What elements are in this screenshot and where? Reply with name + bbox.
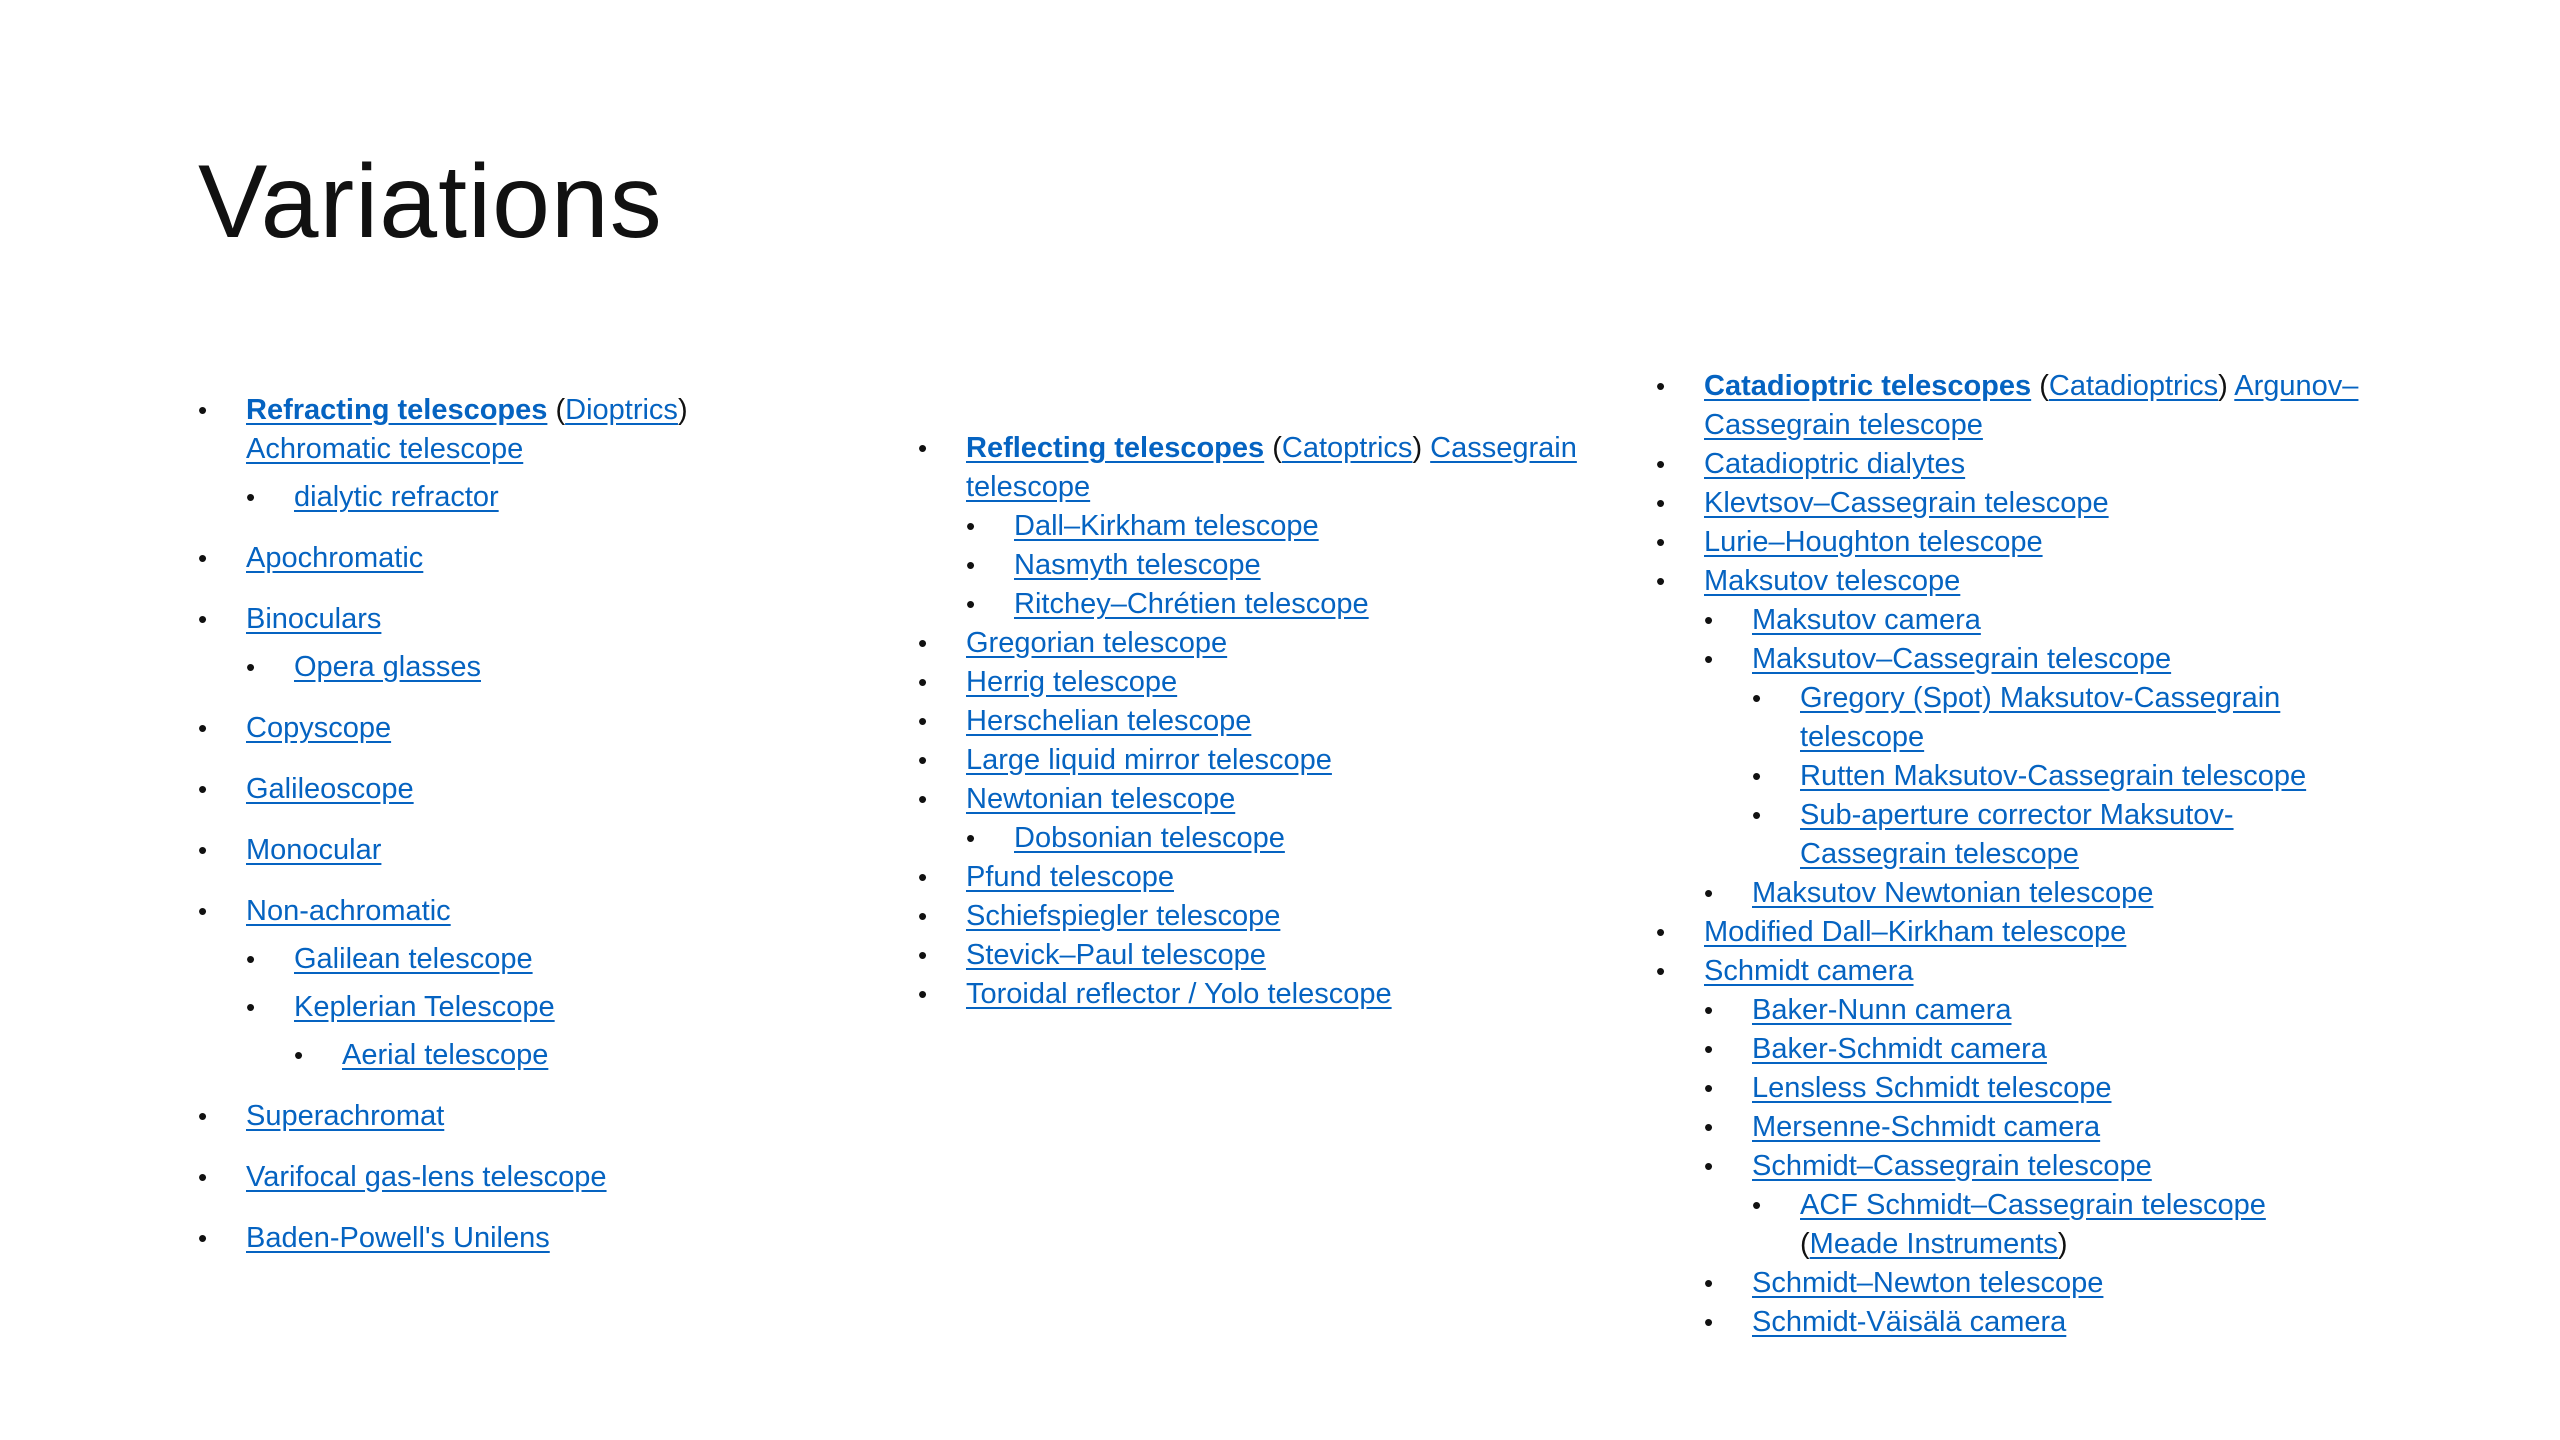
sub-aperture-link-cont[interactable]: Cassegrain telescope [1800,838,2079,870]
stevick-paul-link[interactable]: Stevick–Paul telescope [966,939,1266,971]
maksutov-cassegrain-link[interactable]: Maksutov–Cassegrain telescope [1752,643,2172,675]
meade-instruments-link[interactable]: Meade Instruments [1809,1228,2058,1260]
aerial-telescope-link[interactable]: Aerial telescope [342,1039,549,1071]
list-item [1704,1303,2436,1342]
list-item [1704,601,2436,640]
list-item [966,819,1578,858]
reflecting-list [918,429,1578,1014]
sublist [966,819,1578,858]
reflecting-column [918,429,1578,1014]
paren-close: ) [1412,432,1423,464]
sublist [246,478,838,517]
list-item [1656,367,2436,445]
list-item [1704,1108,2436,1147]
list-item [1656,562,2436,913]
sublist [294,1036,838,1075]
list-item [1704,1030,2436,1069]
paren-open: ( [1272,432,1282,464]
paren-open: ( [2039,370,2049,402]
ritchey-chretien-link[interactable]: Ritchey–Chrétien telescope [1014,588,1369,620]
binoculars-link[interactable]: Binoculars [246,603,382,635]
gregorian-link[interactable]: Gregorian telescope [966,627,1228,659]
paren-open: ( [1800,1228,1810,1260]
sublist [966,507,1578,624]
schmidt-newton-link[interactable]: Schmidt–Newton telescope [1752,1267,2104,1299]
list-item [198,892,838,1075]
sublist [1704,601,2436,913]
monocular-link[interactable]: Monocular [246,834,382,866]
list-item [198,770,838,809]
sublist [1752,679,2436,874]
argunov-link[interactable]: Argunov– [2234,370,2359,402]
opera-glasses-link[interactable]: Opera glasses [294,651,481,683]
paren-close: ) [2218,370,2228,402]
list-item [1656,952,2436,1342]
maksutov-newtonian-link[interactable]: Maksutov Newtonian telescope [1752,877,2154,909]
gregory-spot-link-cont[interactable]: telescope [1800,721,1925,753]
list-item [1704,991,2436,1030]
catoptrics-link[interactable]: Catoptrics [1281,432,1413,464]
sub-aperture-link[interactable]: Sub-aperture corrector Maksutov- [1800,799,2234,831]
list-item [1704,640,2436,874]
herschelian-link[interactable]: Herschelian telescope [966,705,1252,737]
catadioptric-dialytes-link[interactable]: Catadioptric dialytes [1704,448,1966,480]
list-item [966,585,1578,624]
herrig-link[interactable]: Herrig telescope [966,666,1178,698]
modified-dall-kirkham-link[interactable]: Modified Dall–Kirkham telescope [1704,916,2127,948]
catadioptric-column [1656,367,2436,1342]
list-item [246,988,838,1075]
list-item [1752,1186,2436,1264]
list-item [966,507,1578,546]
schiefspiegler-link[interactable]: Schiefspiegler telescope [966,900,1281,932]
sublist [1704,991,2436,1342]
list-item [918,858,1578,897]
list-item [918,429,1578,624]
apochromatic-link[interactable]: Apochromatic [246,542,424,574]
paren-close: ) [677,394,688,426]
list-item [1656,484,2436,523]
list-item [294,1036,838,1075]
lurie-houghton-link[interactable]: Lurie–Houghton telescope [1704,526,2043,558]
list-item [198,831,838,870]
slide-title: Variations [198,144,663,260]
list-item [918,702,1578,741]
list-item [1704,1147,2436,1264]
list-item [198,1158,838,1197]
paren-close: ) [2057,1228,2068,1260]
list-item [198,709,838,748]
acf-schmidt-cassegrain-link[interactable]: ACF Schmidt–Cassegrain telescope [1800,1189,2266,1221]
keplerian-telescope-link[interactable]: Keplerian Telescope [294,991,555,1023]
reflecting-telescopes-link[interactable]: Reflecting telescopes [966,432,1265,464]
sublist [1752,1186,2436,1264]
pfund-link[interactable]: Pfund telescope [966,861,1174,893]
baker-schmidt-link[interactable]: Baker-Schmidt camera [1752,1033,2047,1065]
nasmyth-link[interactable]: Nasmyth telescope [1014,549,1261,581]
list-item [918,897,1578,936]
list-item [1752,796,2436,874]
list-item [1704,1264,2436,1303]
schmidt-cassegrain-link[interactable]: Schmidt–Cassegrain telescope [1752,1150,2152,1182]
list-item [198,1097,838,1136]
achromatic-telescope-link[interactable]: Achromatic telescope [246,433,524,465]
dobsonian-link[interactable]: Dobsonian telescope [1014,822,1285,854]
list-item [198,539,838,578]
refracting-telescopes-link[interactable]: Refracting telescopes [246,394,548,426]
schmidt-camera-link[interactable]: Schmidt camera [1704,955,1914,987]
non-achromatic-link[interactable]: Non-achromatic [246,895,451,927]
list-item [1752,679,2436,757]
list-item [918,624,1578,663]
galileoscope-link[interactable]: Galileoscope [246,773,414,805]
varifocal-link[interactable]: Varifocal gas-lens telescope [246,1161,607,1193]
cassegrain-link-cont[interactable]: telescope [966,471,1091,503]
dialytic-refractor-link[interactable]: dialytic refractor [294,481,499,513]
list-item [1704,874,2436,913]
list-item [1656,445,2436,484]
copyscope-link[interactable]: Copyscope [246,712,392,744]
list-item [966,546,1578,585]
list-item [1656,913,2436,952]
catadioptric-list [1656,367,2436,1342]
superachromat-link[interactable]: Superachromat [246,1100,445,1132]
catadioptrics-link[interactable]: Catadioptrics [2048,370,2219,402]
list-item [1752,757,2436,796]
newtonian-link[interactable]: Newtonian telescope [966,783,1236,815]
sublist [246,940,838,1075]
list-item [918,780,1578,858]
list-item [918,663,1578,702]
cassegrain-link[interactable]: Cassegrain [1430,432,1577,464]
list-item [918,741,1578,780]
list-item [246,648,838,687]
dioptrics-link[interactable]: Dioptrics [565,394,678,426]
list-item [918,936,1578,975]
catadioptric-telescopes-link[interactable]: Catadioptric telescopes [1704,370,2032,402]
refracting-column [198,391,838,1280]
baden-powell-link[interactable]: Baden-Powell's Unilens [246,1222,550,1254]
list-item [246,478,838,517]
galilean-telescope-link[interactable]: Galilean telescope [294,943,533,975]
toroidal-link[interactable]: Toroidal reflector / Yolo telescope [966,978,1392,1010]
schmidt-vaisala-link[interactable]: Schmidt-Väisälä camera [1752,1306,2067,1338]
list-item [918,975,1578,1014]
list-item [1656,523,2436,562]
list-item [1704,1069,2436,1108]
mersenne-schmidt-link[interactable]: Mersenne-Schmidt camera [1752,1111,2101,1143]
list-item [198,391,838,517]
paren-open: ( [555,394,566,426]
baker-nunn-link[interactable]: Baker-Nunn camera [1752,994,2012,1026]
maksutov-telescope-link[interactable]: Maksutov telescope [1704,565,1961,597]
list-item [246,940,838,979]
lensless-schmidt-link[interactable]: Lensless Schmidt telescope [1752,1072,2112,1104]
sublist [246,648,838,687]
argunov-link-cont[interactable]: Cassegrain telescope [1704,409,1983,441]
dall-kirkham-link[interactable]: Dall–Kirkham telescope [1014,510,1319,542]
gregory-spot-link[interactable]: Gregory (Spot) Maksutov-Cassegrain [1800,682,2281,714]
list-item [198,600,838,687]
rutten-link[interactable]: Rutten Maksutov-Cassegrain telescope [1800,760,2307,792]
list-item [198,1219,838,1258]
refracting-list [198,391,838,1258]
maksutov-camera-link[interactable]: Maksutov camera [1752,604,1981,636]
liquid-mirror-link[interactable]: Large liquid mirror telescope [966,744,1332,776]
klevtsov-link[interactable]: Klevtsov–Cassegrain telescope [1704,487,2109,519]
